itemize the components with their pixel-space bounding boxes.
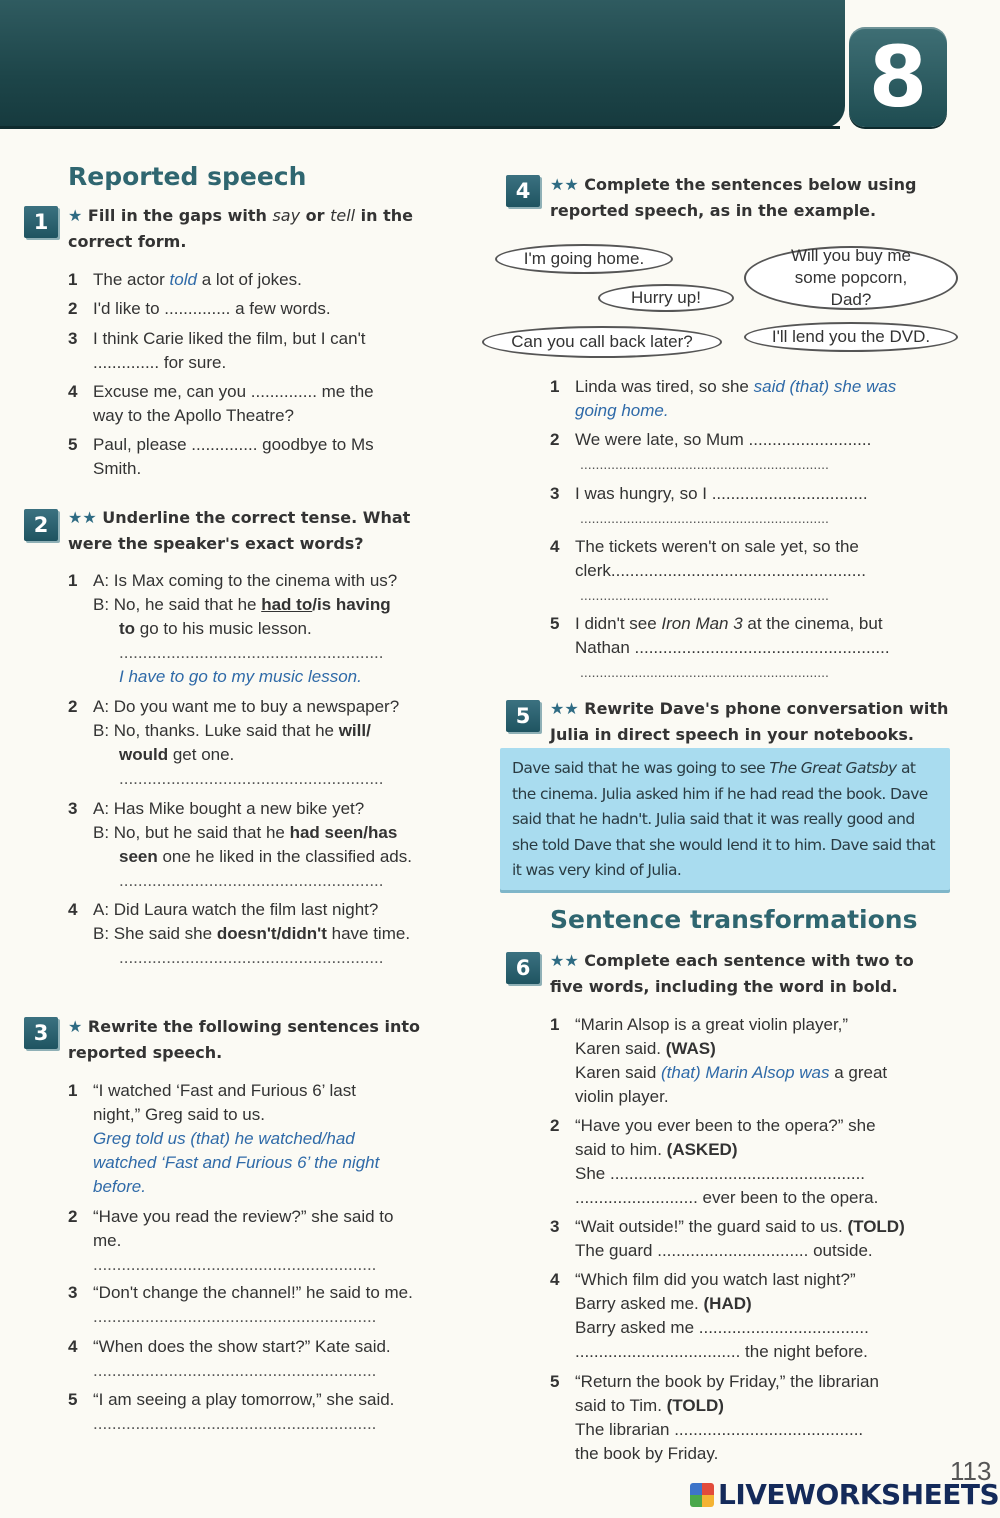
section-title-sentence-transformations: Sentence transformations (550, 905, 918, 934)
ex3-item-3-answer-line[interactable]: ............................................................ (93, 1307, 377, 1326)
ex6-item-3[interactable]: 3 “Wait outside!” the guard said to us. (TOLD) The guard ................................ outside. (550, 1217, 905, 1260)
phone-conversation-text: Dave said that he was going to see The Great Gatsby at the cinema. Julia asked him if he had read the book. Dave said that he hadn't. Julia said that it was really good and she told Dave that she would lend it to him. Dave said that it was very kind of Julia. (512, 759, 935, 879)
ex2-item-3-answer-line[interactable]: ........................................................ (119, 871, 384, 890)
exercise-1-instruction: ★ Fill in the gaps with say or tell in the correct form. (68, 206, 414, 251)
ex4-item-5[interactable]: 5 I didn't see Iron Man 3 at the cinema, but Nathan ...................................................... ................................................................ (550, 614, 890, 680)
page-number: 113 (950, 1456, 992, 1486)
exercise-4-instruction: ★★ Complete the sentences below using reported speech, as in the example. (550, 175, 917, 220)
ex6-item-4[interactable]: 4 “Which film did you watch last night?” Barry asked me. (HAD) Barry asked me .................................... ................................... the night before. (550, 1270, 869, 1361)
banner-divider (0, 126, 840, 129)
star-icon: ★ (68, 1017, 83, 1036)
ex2-item-1-answer: I have to go to my music lesson. (119, 667, 362, 686)
ex3-item-4-answer-line[interactable]: ............................................................ (93, 1361, 377, 1380)
exercise-1-number: 1 (24, 206, 58, 238)
exercise-3-number: 3 (24, 1017, 58, 1049)
exercise-5-number: 5 (506, 700, 540, 732)
ex1-item-4[interactable]: 4 Excuse me, can you .............. me the way to the Apollo Theatre? (68, 382, 374, 425)
ex3-item-5: 5 “I am seeing a play tomorrow,” she said. ............................................................ (68, 1388, 468, 1438)
ex1-item-3[interactable]: 3 I think Carie liked the film, but I can't .............. for sure. (68, 329, 366, 372)
speech-bubble-popcorn: Will you buy me some popcorn, Dad? (744, 246, 958, 310)
speech-bubble-call-back: Can you call back later? (482, 326, 722, 358)
ex3-item-3: 3 “Don't change the channel!” he said to me. ............................................................ (68, 1281, 468, 1331)
ex4-item-2[interactable]: 2 We were late, so Mum .......................... ................................................................ (550, 430, 872, 472)
ex2-item-4-answer-line[interactable]: ........................................................ (119, 948, 384, 967)
speech-bubble-hurry-up: Hurry up! (598, 284, 734, 312)
ex2-item-2: 2 A: Do you want me to buy a newspaper? B: No, thanks. Luke said that he will/ would get one. ........................................................ (68, 695, 468, 795)
ex2-item-4-options[interactable]: doesn't/didn't (216, 924, 327, 943)
ex2-item-1-option-had-to[interactable]: had to (261, 595, 313, 614)
ex3-item-5-answer-line[interactable]: ............................................................ (93, 1414, 377, 1433)
exercise-6-instruction: ★★ Complete each sentence with two to five words, including the word in bold. (550, 951, 914, 996)
ex1-item-5[interactable]: 5 Paul, please .............. goodbye to Ms Smith. (68, 435, 374, 478)
star-icon: ★★ (550, 699, 579, 718)
ex1-item-1-answer: told (169, 270, 197, 289)
ex6-item-5[interactable]: 5 “Return the book by Friday,” the librarian said to Tim. (TOLD) The librarian ........................................ the book by Friday. (550, 1372, 879, 1463)
ex4-item-1: 1 Linda was tired, so she said (that) she was going home. (550, 377, 897, 420)
phone-conversation-note (500, 748, 950, 890)
ex4-item-4[interactable]: 4 The tickets weren't on sale yet, so the clerk...................................................... ................................................................ (550, 537, 866, 603)
ex2-item-3: 3 A: Has Mike bought a new bike yet? B: No, but he said that he had seen/has seen one he liked in the classified ads. ........................................................ (68, 797, 468, 897)
ex2-item-1-option-is-having[interactable]: is having (316, 595, 391, 614)
ex2-item-2-options[interactable]: will/ (338, 721, 371, 740)
exercise-2-number: 2 (24, 509, 58, 541)
ex3-item-1: 1 “I watched ‘Fast and Furious 6’ last night,” Greg said to us. Greg told us (that) he watched/had watched ‘Fast and Furious 6’ the night before. (68, 1081, 380, 1196)
ex2-item-4: 4 A: Did Laura watch the film last night? B: She said she doesn't/didn't have time. ........................................................ (68, 898, 468, 973)
ex3-item-2-answer-line[interactable]: ............................................................ (93, 1255, 377, 1274)
exercise-6-number: 6 (506, 952, 540, 984)
ex2-item-3-options[interactable]: had seen/has (289, 823, 398, 842)
ex3-item-4: 4 “When does the show start?” Kate said. ............................................................ (68, 1335, 468, 1385)
speech-bubble-lend-dvd: I'll lend you the DVD. (744, 322, 958, 352)
logo-cube-icon (690, 1483, 714, 1507)
liveworksheets-logo[interactable]: LIVEWORKSHEETS (690, 1478, 999, 1511)
exercise-4-number: 4 (506, 175, 540, 207)
ex6-item-2[interactable]: 2 “Have you ever been to the opera?” she said to him. (ASKED) She ...................................................... .......................... ever been to the opera. (550, 1116, 879, 1207)
unit-number-badge: 8 (849, 27, 947, 127)
ex6-item-1: 1 “Marin Alsop is a great violin player,” Karen said. (WAS) Karen said (that) Marin Alsop was a great violin player. (550, 1015, 888, 1106)
exercise-3-instruction: ★ Rewrite the following sentences into reported speech. (68, 1017, 420, 1062)
ex4-item-3[interactable]: 3 I was hungry, so I ................................. ................................................................ (550, 484, 868, 526)
ex2-item-2-answer-line[interactable]: ........................................................ (119, 769, 384, 788)
section-title-reported-speech: Reported speech (68, 162, 307, 191)
speech-bubble-going-home: I'm going home. (495, 244, 673, 274)
star-icon: ★ (68, 206, 83, 225)
ex2-item-1: 1 A: Is Max coming to the cinema with us? B: No, he said that he had to/is having to go to his music lesson. ........................................................ I have to go to my music lesson. (68, 569, 468, 694)
unit-banner (0, 0, 845, 128)
star-icon: ★★ (550, 951, 579, 970)
exercise-2-instruction: ★★ Underline the correct tense. What were the speaker's exact words? (68, 508, 411, 553)
exercise-5-instruction: ★★ Rewrite Dave's phone conversation with Julia in direct speech in your notebooks. (550, 699, 949, 744)
star-icon: ★★ (550, 175, 579, 194)
ex3-item-2: 2 “Have you read the review?” she said to me. ............................................................ (68, 1205, 468, 1280)
star-icon: ★★ (68, 508, 97, 527)
